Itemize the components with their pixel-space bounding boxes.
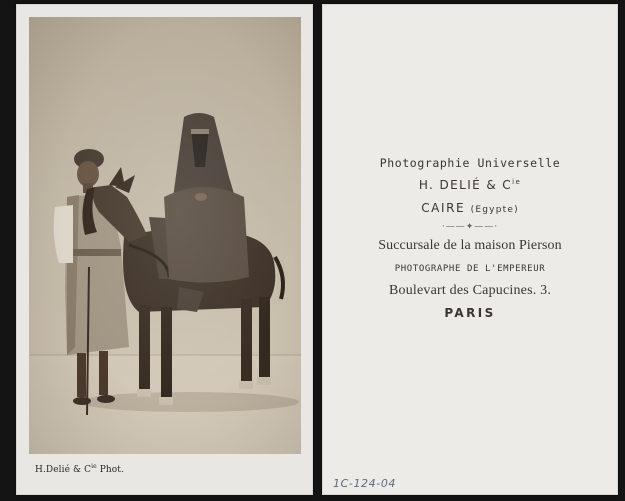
address-line: Boulevart des Capucines. 3. xyxy=(388,283,552,298)
archive-number: 1C-124-04 xyxy=(333,477,397,490)
photographer-imprint xyxy=(35,463,124,475)
imprint-tail: Phot. xyxy=(96,465,124,475)
imprint-name: H.Delié & C xyxy=(35,465,92,475)
city-line xyxy=(322,201,618,215)
albumen-photograph xyxy=(29,17,301,454)
imprint-superscript: ie xyxy=(91,463,97,470)
photographer-name-text: H. DELIÉ & C xyxy=(418,178,513,192)
photographer-title: PHOTOGRAPHE DE L'EMPEREUR xyxy=(394,264,546,274)
photo-scene xyxy=(29,17,301,454)
photographer-name xyxy=(322,178,618,192)
branch-line: Succursale de la maison Pierson xyxy=(378,238,562,253)
city-paris: PARIS xyxy=(444,306,496,320)
carte-de-visite-front xyxy=(16,4,313,495)
photographer-name-superscript: ie xyxy=(512,178,522,186)
country-name: (Egypte) xyxy=(470,205,519,215)
city-name: CAIRE xyxy=(421,201,466,215)
carte-de-visite-back xyxy=(322,4,618,495)
ornament-divider: ·——✦——· xyxy=(441,222,499,232)
studio-name: Photographie Universelle xyxy=(379,156,561,170)
